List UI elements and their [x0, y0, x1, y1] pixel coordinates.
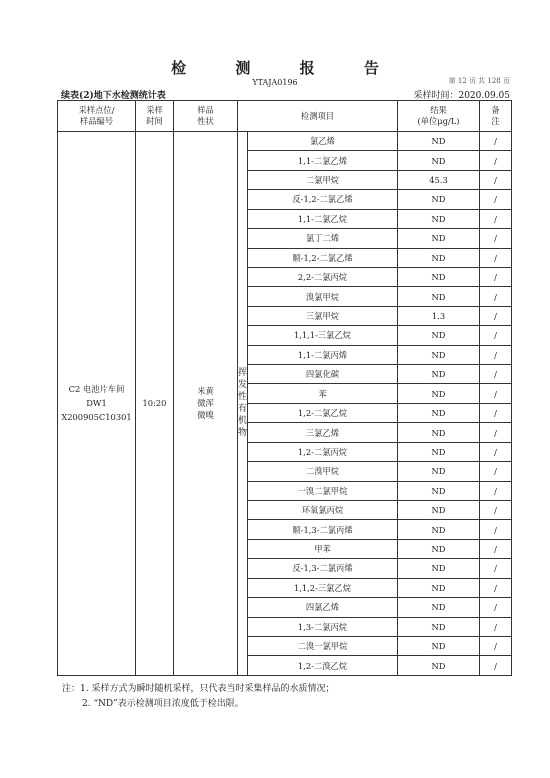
analyte-result: ND [398, 267, 480, 286]
analyte-name: 苯 [248, 384, 398, 403]
analyte-result: ND [398, 520, 480, 539]
table-body [58, 132, 512, 676]
analyte-result: ND [398, 287, 480, 306]
analyte-remark: / [480, 345, 512, 364]
analyte-remark: / [480, 326, 512, 345]
analyte-result: ND [398, 656, 480, 675]
analyte-remark: / [480, 365, 512, 384]
analyte-result: ND [398, 190, 480, 209]
analyte-remark: / [480, 578, 512, 597]
footnote-2: 2. “ND”表示检测项目浓度低于检出限。 [82, 699, 244, 709]
analyte-result: ND [398, 442, 480, 461]
col-header-time: 采样 时间 [136, 101, 174, 132]
analyte-remark: / [480, 229, 512, 248]
analyte-name: 四氯乙烯 [248, 598, 398, 617]
analyte-name: 反-1,3-二氯丙烯 [248, 559, 398, 578]
analyte-name: 二氯甲烷 [248, 170, 398, 189]
analyte-name: 一溴二氯甲烷 [248, 481, 398, 500]
col-header-location: 采样点位/ 样品编号 [58, 101, 136, 132]
sample-location: C2 电池片车间 DW1 X200905C10301 [58, 132, 136, 676]
analyte-name: 1,2-二溴乙烷 [248, 656, 398, 675]
analyte-remark: / [480, 442, 512, 461]
analyte-result: ND [398, 403, 480, 422]
analyte-name: 氯乙烯 [248, 132, 398, 151]
analyte-remark: / [480, 132, 512, 151]
analyte-result: ND [398, 636, 480, 655]
analyte-remark: / [480, 598, 512, 617]
analyte-result: 1.3 [398, 306, 480, 325]
col-header-result: 结果 (单位μg/L) [398, 101, 480, 132]
analyte-name: 顺-1,3-二氯丙烯 [248, 520, 398, 539]
table-header-row [58, 101, 512, 132]
analyte-remark: / [480, 559, 512, 578]
analyte-remark: / [480, 656, 512, 675]
table-row [58, 132, 512, 151]
analyte-result: ND [398, 598, 480, 617]
analyte-result: ND [398, 578, 480, 597]
analyte-name: 二溴甲烷 [248, 462, 398, 481]
analyte-category: 挥 发 性 有 机 物 [238, 132, 248, 676]
analyte-result: ND [398, 559, 480, 578]
analyte-result: 45.3 [398, 170, 480, 189]
analyte-remark: / [480, 151, 512, 170]
analyte-result: ND [398, 501, 480, 520]
footnotes [62, 682, 334, 712]
analyte-name: 1,1-二氯乙烷 [248, 209, 398, 228]
groundwater-results-table [57, 100, 512, 676]
analyte-result: ND [398, 248, 480, 267]
analyte-name: 反-1,2-二氯乙烯 [248, 190, 398, 209]
analyte-result: ND [398, 481, 480, 500]
analyte-name: 三氯乙烯 [248, 423, 398, 442]
analyte-remark: / [480, 501, 512, 520]
page-number: 第 12 页 共 128 页 [448, 77, 510, 85]
sample-time: 采样时间：2020.09.05 [413, 91, 510, 101]
analyte-result: ND [398, 384, 480, 403]
analyte-result: ND [398, 209, 480, 228]
analyte-name: 1,2-二氯丙烷 [248, 442, 398, 461]
analyte-remark: / [480, 306, 512, 325]
analyte-remark: / [480, 209, 512, 228]
analyte-name: 1,1,1-三氯乙烷 [248, 326, 398, 345]
analyte-name: 二溴一氯甲烷 [248, 636, 398, 655]
analyte-remark: / [480, 636, 512, 655]
analyte-remark: / [480, 481, 512, 500]
report-title: 检 测 报 告 [171, 59, 401, 77]
analyte-result: ND [398, 132, 480, 151]
sample-time-cell: 10:20 [136, 132, 174, 676]
col-header-item: 检测项目 [238, 101, 398, 132]
analyte-remark: / [480, 248, 512, 267]
analyte-remark: / [480, 384, 512, 403]
analyte-result: ND [398, 326, 480, 345]
sample-character: 米黄 微浑 微嗅 [174, 132, 238, 676]
analyte-result: ND [398, 462, 480, 481]
analyte-name: 环氧氯丙烷 [248, 501, 398, 520]
analyte-remark: / [480, 539, 512, 558]
analyte-name: 1,1-二氯乙烯 [248, 151, 398, 170]
analyte-name: 1,3-二氯丙烷 [248, 617, 398, 636]
analyte-remark: / [480, 190, 512, 209]
report-code: YTAJA0196 [252, 78, 298, 87]
analyte-remark: / [480, 403, 512, 422]
analyte-name: 1,1-二氯丙烯 [248, 345, 398, 364]
analyte-name: 溴氯甲烷 [248, 287, 398, 306]
analyte-remark: / [480, 423, 512, 442]
analyte-result: ND [398, 365, 480, 384]
col-header-character: 样品 性状 [174, 101, 238, 132]
analyte-remark: / [480, 170, 512, 189]
col-header-remark: 备 注 [480, 101, 512, 132]
analyte-remark: / [480, 462, 512, 481]
analyte-remark: / [480, 520, 512, 539]
analyte-name: 氯丁二烯 [248, 229, 398, 248]
analyte-result: ND [398, 423, 480, 442]
analyte-name: 甲苯 [248, 539, 398, 558]
analyte-name: 1,1,2-三氯乙烷 [248, 578, 398, 597]
analyte-remark: / [480, 287, 512, 306]
analyte-result: ND [398, 151, 480, 170]
analyte-remark: / [480, 617, 512, 636]
analyte-result: ND [398, 229, 480, 248]
analyte-name: 2,2-二氯丙烷 [248, 267, 398, 286]
analyte-result: ND [398, 345, 480, 364]
analyte-remark: / [480, 267, 512, 286]
table-subtitle: 续表(2)地下水检测统计表 [61, 91, 166, 101]
analyte-name: 三氯甲烷 [248, 306, 398, 325]
analyte-result: ND [398, 617, 480, 636]
analyte-name: 1,2-二氯乙烷 [248, 403, 398, 422]
analyte-result: ND [398, 539, 480, 558]
analyte-name: 四氯化碳 [248, 365, 398, 384]
footnote-1: 注：1. 采样方式为瞬时随机采样，只代表当时采集样品的水质情况； [62, 684, 335, 694]
analyte-name: 顺-1,2-二氯乙烯 [248, 248, 398, 267]
